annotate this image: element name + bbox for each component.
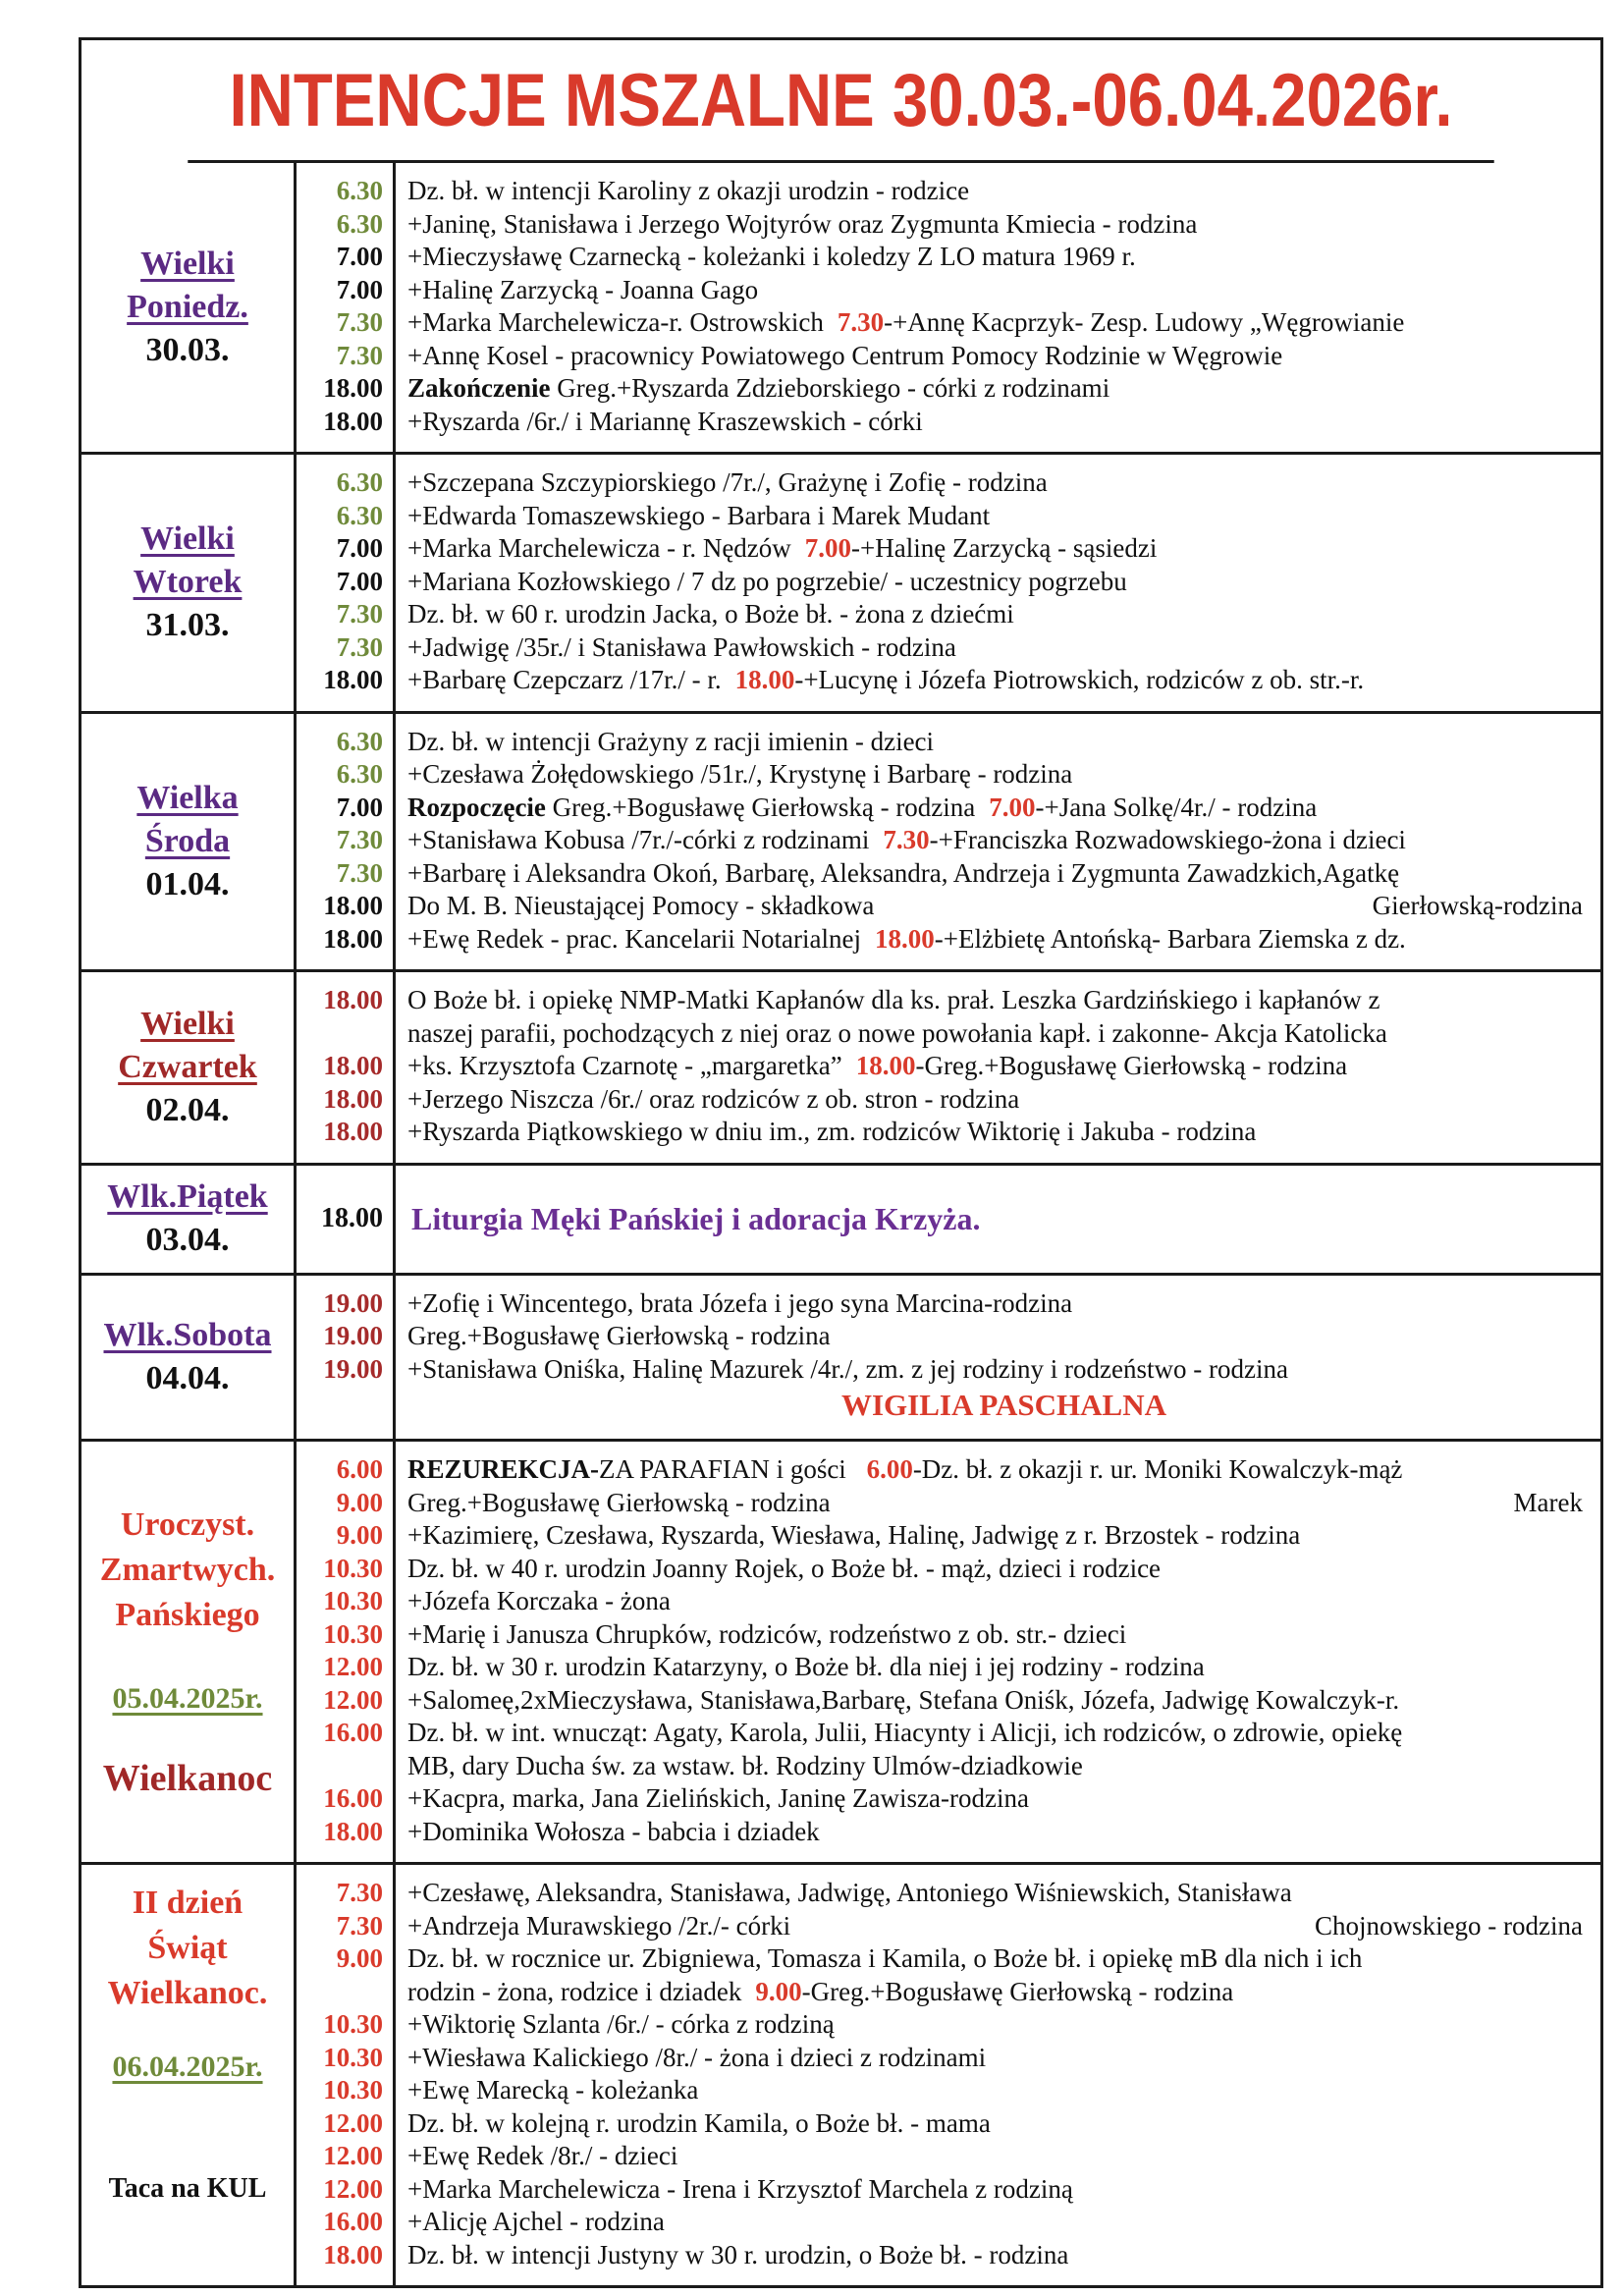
intention-text: +Edwarda Tomaszewskiego - Barbara i Marek Mudant: [407, 500, 991, 530]
time-column: [296, 1441, 395, 1864]
mass-time: 9.00: [336, 1520, 383, 1550]
intention-line: [407, 500, 1600, 533]
intention-text: +Annę Kosel - pracownicy Powiatowego Centrum Pomocy Rodzinie w Węgrowie: [407, 340, 1283, 370]
mass-time: 7.30: [336, 1878, 383, 1907]
intention-line: [407, 792, 1600, 825]
intention-line: [407, 824, 1600, 857]
mass-time: 10.30: [323, 2075, 383, 2105]
day-name: Wielka: [136, 779, 239, 816]
mass-time: 19.00: [323, 1353, 383, 1384]
intention-line: [407, 1116, 1600, 1149]
intention-text: Dz. bł. w int. wnucząt: Agaty, Karola, Julii, Hiacynty i Alicji, ich rodziców, o zdrowie, opiekę: [407, 1718, 1403, 1747]
intention-text: Greg.+Bogusławę Gierłowską - rodzina: [407, 1487, 831, 1517]
mass-time: 7.00: [336, 533, 383, 563]
intention-line: [407, 1353, 1600, 1387]
intention-line: [407, 1816, 1600, 1849]
intention-line: [407, 1519, 1600, 1553]
day-date: 04.04.: [145, 1359, 230, 1396]
mass-time: 16.00: [323, 1718, 383, 1747]
intention-continuation: Chojnowskiego - rodzina: [1315, 1910, 1583, 1941]
intention-line: [407, 340, 1600, 373]
collection-note: Taca na KUL: [108, 2173, 267, 2204]
time-column: [296, 971, 395, 1165]
time-column: [296, 1864, 395, 2286]
intention-text: Dz. bł. w 60 r. urodzin Jacka, o Boże bł. - żona z dziećmi: [407, 599, 1014, 629]
intention-line: [407, 372, 1600, 406]
day-name: Środa: [144, 822, 231, 859]
intention-line: [407, 598, 1600, 631]
day-row: [81, 1864, 1600, 2286]
day-name: Świąt: [147, 1930, 228, 1966]
intention-line: [407, 1585, 1600, 1618]
intention-line: [407, 566, 1600, 599]
intention-column: [395, 454, 1601, 713]
intention-text: +Mariana Kozłowskiego / 7 dz po pogrzebie/ - uczestnicy pogrzebu: [407, 566, 1127, 596]
day-date: 31.03.: [145, 607, 230, 644]
mass-time: 16.00: [323, 1783, 383, 1813]
intention-column: [395, 712, 1601, 971]
intention-line: [407, 1877, 1600, 1910]
intention-text: +Wiesława Kalickiego /8r./ - żona i dzieci z rodzinami: [407, 2042, 987, 2072]
intention-text: +Barbarę Czepczarz /17r./ - r.: [407, 665, 722, 694]
mass-time: 7.30: [336, 1910, 383, 1941]
liturgy-title: Liturgia Męki Pańskiej i adoracja Krzyża.: [411, 1200, 981, 1236]
intention-text: +Marka Marchelewicza - r. Nędzów: [407, 533, 791, 563]
intention-text: +Jerzego Niszcza /6r./ oraz rodziców z ob. stron - rodzina: [407, 1083, 1020, 1114]
intention-line: [407, 306, 1600, 340]
intention-line: [407, 726, 1600, 759]
intention-text: +Wiktorię Szlanta /6r./ - córka z rodziną: [407, 2009, 835, 2039]
mass-time: [297, 1017, 393, 1051]
intention-bold-prefix: REZUREKCJA-: [407, 1454, 600, 1484]
mass-time: 18.00: [323, 1816, 383, 1846]
inline-mass-time: 9.00: [755, 1976, 802, 2006]
intention-line: [407, 2239, 1600, 2272]
intention-text: MB, dary Ducha św. za wstaw. bł. Rodziny Ulmów-dziadkowie: [407, 1750, 1083, 1780]
intention-text: -Greg.+Bogusławę Gierłowską - rodzina: [801, 1976, 1234, 2006]
intention-text: -Greg.+Bogusławę Gierłowską - rodzina: [915, 1051, 1348, 1080]
day-label-cell: [81, 1864, 296, 2286]
time-column: [296, 1274, 395, 1441]
mass-time: 16.00: [323, 2207, 383, 2236]
mass-time: 12.00: [323, 1652, 383, 1681]
day-name: Wlk.Sobota: [103, 1316, 272, 1353]
intention-column: [395, 1274, 1601, 1441]
intention-column: [395, 1864, 1601, 2286]
intention-text: +Marka Marchelewicza - Irena i Krzysztof Marchela z rodziną: [407, 2173, 1073, 2204]
intention-line: [407, 984, 1600, 1017]
time-column: [296, 712, 395, 971]
day-date: 02.04.: [145, 1091, 230, 1128]
intention-line: [407, 406, 1600, 439]
intention-text: +Ewę Redek /8r./ - dzieci: [407, 2141, 678, 2170]
intention-text: ZA PARAFIAN i gości: [599, 1454, 853, 1484]
intention-line: [407, 1618, 1600, 1652]
mass-time: 19.00: [323, 1287, 383, 1318]
mass-time: 19.00: [323, 1321, 383, 1350]
day-name: Wtorek: [133, 564, 243, 601]
day-name: Wielki: [140, 520, 235, 558]
mass-time: 6.30: [336, 467, 383, 497]
inline-mass-time: 7.00: [804, 533, 852, 563]
mass-time: 7.30: [336, 857, 383, 888]
day-label-cell: [81, 971, 296, 1165]
intention-line: [407, 1287, 1600, 1321]
intention-continuation: Marek: [1513, 1487, 1583, 1517]
mass-time: 7.30: [336, 825, 383, 854]
time-column: [296, 163, 395, 454]
intention-text: O Boże bł. i opiekę NMP-Matki Kapłanów dla ks. prał. Leszka Gardzińskiego i kapłanów z: [407, 985, 1380, 1014]
intention-line: [407, 1453, 1600, 1487]
mass-time: 18.00: [323, 1117, 383, 1146]
day-date: 05.04.2025r.: [112, 1682, 263, 1715]
intention-line: [407, 1487, 1600, 1520]
mass-time: 6.30: [336, 176, 383, 205]
intention-text: naszej parafii, pochodzących z niej oraz o nowe powołania kapł. i zakonne- Akcja Katolicka: [407, 1017, 1387, 1048]
intention-text: +Czesława Żołędowskiego /51r./, Krystynę i Barbarę - rodzina: [407, 759, 1073, 789]
intention-line: [407, 758, 1600, 792]
intention-line: [407, 2008, 1600, 2042]
day-date: 03.04.: [145, 1222, 230, 1258]
time-column: [296, 1164, 395, 1274]
intention-line: [407, 1684, 1600, 1718]
intention-text: rodzin - żona, rodzice i dziadek: [407, 1976, 742, 2006]
vigil-heading: WIGILIA PASCHALNA: [840, 1388, 1166, 1422]
intention-column: [395, 163, 1601, 454]
intention-line: [407, 208, 1600, 242]
day-name: Wielki: [140, 1005, 235, 1042]
intention-line: [407, 1910, 1600, 1943]
inline-mass-time: 18.00: [855, 1051, 916, 1080]
intention-text: +Ewę Marecką - koleżanka: [407, 2075, 699, 2105]
day-name: Wlk.Piątek: [107, 1178, 268, 1215]
intention-text: Dz. bł. w 40 r. urodzin Joanny Rojek, o Boże bł. - mąż, dzieci i rodzice: [407, 1553, 1162, 1583]
intention-text: Greg.+Bogusławę Gierłowską - rodzina: [407, 1321, 831, 1350]
intention-text: +Mieczysławę Czarnecką - koleżanki i koledzy Z LO matura 1969 r.: [407, 242, 1136, 271]
intention-line: [407, 857, 1600, 891]
intention-line: [407, 923, 1600, 957]
inline-mass-time: 6.00: [866, 1454, 913, 1484]
intention-text: -Dz. bł. z okazji r. ur. Moniki Kowalczyk-mąż: [912, 1454, 1403, 1484]
day-row: [81, 1274, 1600, 1441]
intention-bold-prefix: Zakończenie: [407, 373, 551, 403]
day-name: Wielki: [140, 246, 235, 282]
mass-time: 7.30: [336, 631, 383, 662]
intention-line: [407, 2140, 1600, 2173]
day-date: 06.04.2025r.: [112, 2050, 263, 2083]
day-label-cell: [81, 163, 296, 454]
mass-time: 7.00: [336, 792, 383, 822]
day-name: Poniedz.: [127, 289, 248, 325]
mass-time: 6.30: [336, 208, 383, 239]
intention-text: +Zofię i Wincentego, brata Józefa i jego syna Marcina-rodzina: [407, 1287, 1073, 1318]
mass-time: 6.00: [336, 1454, 383, 1484]
intention-text: +Ryszarda Piątkowskiego w dniu im., zm. rodziców Wiktorię i Jakuba - rodzina: [407, 1117, 1257, 1146]
intention-text: +Stanisława Oniśka, Halinę Mazurek /4r./, zm. z jej rodziny i rodzeństwo - rodzina: [407, 1353, 1288, 1384]
intention-text: +Jadwigę /35r./ i Stanisława Pawłowskich - rodzina: [407, 631, 956, 662]
intention-text: +Marię i Janusza Chrupków, rodziców, rodzeństwo z ob. str.- dzieci: [407, 1618, 1127, 1649]
intention-text: Greg.+Bogusławę Gierłowską - rodzina: [545, 792, 976, 822]
mass-time: 10.30: [323, 2042, 383, 2072]
intention-text: +Dominika Wołosza - babcia i dziadek: [407, 1816, 820, 1846]
intention-text: Dz. bł. w intencji Justyny w 30 r. urodzin, o Boże bł. - rodzina: [407, 2239, 1069, 2269]
intention-text: -+Halinę Zarzycką - sąsiedzi: [851, 533, 1158, 563]
mass-time: 12.00: [323, 2173, 383, 2204]
intentions-sheet: [79, 37, 1603, 2288]
mass-time: 7.00: [336, 566, 383, 596]
intention-line: [407, 890, 1600, 923]
intention-text: +Barbarę i Aleksandra Okoń, Barbarę, Aleksandra, Andrzeja i Zygmunta Zawadzkich,Agatkę: [407, 857, 1400, 888]
mass-time: 18.00: [323, 891, 383, 920]
mass-time: 12.00: [323, 2107, 383, 2138]
day-row: [81, 971, 1600, 1165]
inline-mass-time: 7.00: [989, 792, 1036, 822]
inline-mass-time: 18.00: [875, 923, 935, 954]
intention-text: +Czesławę, Aleksandra, Stanisława, Jadwigę, Antoniego Wiśniewskich, Stanisława: [407, 1878, 1292, 1907]
intention-text: +Alicję Ajchel - rodzina: [407, 2207, 665, 2236]
intention-text: +Ryszarda /6r./ i Mariannę Kraszewskich - córki: [407, 406, 923, 436]
mass-time: 18.00: [321, 1203, 383, 1234]
mass-time: 9.00: [336, 1943, 383, 1973]
mass-time: 10.30: [323, 1618, 383, 1649]
intention-line: [407, 664, 1600, 697]
mass-time: 10.30: [323, 2009, 383, 2039]
mass-time: 12.00: [323, 1684, 383, 1715]
mass-time: 18.00: [323, 406, 383, 436]
intention-line: [407, 2107, 1600, 2141]
mass-time: [297, 1750, 393, 1783]
mass-time: 18.00: [323, 1051, 383, 1080]
day-label-cell: [81, 712, 296, 971]
mass-time: 18.00: [323, 923, 383, 954]
day-row: [81, 1164, 1600, 1274]
day-name: II dzień: [132, 1885, 243, 1921]
mass-time: 18.00: [323, 985, 383, 1014]
mass-time: 18.00: [323, 2239, 383, 2269]
intention-line: [407, 241, 1600, 274]
inline-mass-time: 18.00: [734, 665, 795, 694]
intention-bold-prefix: Rozpoczęcie: [407, 792, 546, 822]
intention-text: Dz. bł. w 30 r. urodzin Katarzyny, o Boże bł. dla niej i jej rodziny - rodzina: [407, 1652, 1205, 1681]
inline-mass-time: 7.30: [883, 825, 930, 854]
intention-line: [407, 1976, 1600, 2009]
holiday-name: Wielkanoc: [102, 1758, 273, 1799]
mass-time: 7.00: [336, 274, 383, 304]
intention-text: +Józefa Korczaka - żona: [407, 1586, 671, 1615]
intentions-table: [81, 163, 1600, 2285]
day-name: Pańskiego: [115, 1597, 260, 1633]
intention-text: -+Franciszka Rozwadowskiego-żona i dzieci: [929, 825, 1406, 854]
intention-line: [407, 1050, 1600, 1083]
intention-line: [407, 1651, 1600, 1684]
intention-text: -+Annę Kacprzyk- Zesp. Ludowy „Węgrowianie: [884, 307, 1405, 337]
day-label-cell: [81, 1164, 296, 1274]
inline-mass-time: 7.30: [837, 307, 885, 337]
mass-time: 6.30: [336, 759, 383, 789]
intention-text: Dz. bł. w rocznice ur. Zbigniewa, Tomasza i Kamila, o Boże bł. i opiekę mB dla nich i ich: [407, 1943, 1363, 1973]
intention-line: [407, 532, 1600, 566]
intention-text: +Marka Marchelewicza-r. Ostrowskich: [407, 307, 824, 337]
mass-time: 7.30: [336, 599, 383, 629]
intention-text: +ks. Krzysztofa Czarnotę - „margaretka”: [407, 1051, 842, 1080]
intention-line: [407, 1717, 1600, 1750]
intention-text: Dz. bł. w intencji Karoliny z okazji urodzin - rodzice: [407, 176, 970, 205]
day-label-cell: [81, 454, 296, 713]
day-label-cell: [81, 1441, 296, 1864]
mass-time: 10.30: [323, 1553, 383, 1583]
intention-text: -+Lucynę i Józefa Piotrowskich, rodziców z ob. str.-r.: [794, 665, 1365, 694]
day-row: [81, 163, 1600, 454]
intention-text: -+Elżbietę Antońską- Barbara Ziemska z dz.: [934, 923, 1406, 954]
intention-line: [407, 274, 1600, 307]
intention-text: -+Jana Solkę/4r./ - rodzina: [1035, 792, 1318, 822]
intention-column: [395, 1164, 1601, 1274]
page-title: INTENCJE MSZALNE 30.03.-06.04.2026r.: [188, 40, 1493, 163]
mass-time: 12.00: [323, 2141, 383, 2170]
intention-text: +Kacpra, marka, Jana Zielińskich, Janinę Zawisza-rodzina: [407, 1783, 1029, 1813]
intention-text: +Janinę, Stanisława i Jerzego Wojtyrów oraz Zygmunta Kmiecia - rodzina: [407, 208, 1198, 239]
intention-text: +Andrzeja Murawskiego /2r./- córki: [407, 1910, 791, 1941]
intention-column: [395, 1441, 1601, 1864]
mass-time: 18.00: [323, 1083, 383, 1114]
intention-line: [407, 2074, 1600, 2107]
mass-time: 18.00: [323, 665, 383, 694]
intention-line: [407, 466, 1600, 500]
mass-time: 10.30: [323, 1586, 383, 1615]
day-name: Uroczyst.: [120, 1506, 255, 1543]
intention-text: Greg.+Ryszarda Zdzieborskiego - córki z rodzinami: [550, 373, 1110, 403]
intention-column: [395, 971, 1601, 1165]
mass-time: 7.30: [336, 307, 383, 337]
mass-time: 18.00: [323, 373, 383, 403]
day-name: Czwartek: [118, 1048, 257, 1085]
mass-time: 6.30: [336, 726, 383, 756]
intention-line: [407, 1782, 1600, 1816]
day-name: Wielkanoc.: [107, 1975, 268, 2011]
intention-text: Dz. bł. w intencji Grażyny z racji imienin - dzieci: [407, 726, 935, 756]
day-date: 30.03.: [145, 332, 230, 368]
mass-time: 6.30: [336, 500, 383, 530]
intention-text: Do M. B. Nieustającej Pomocy - składkowa: [407, 891, 875, 920]
intention-line: [407, 2042, 1600, 2075]
time-column: [296, 454, 395, 713]
day-label-cell: [81, 1274, 296, 1441]
intention-line: [407, 175, 1600, 208]
intention-line: [407, 1017, 1600, 1051]
intention-text: +Stanisława Kobusa /7r./-córki z rodzinami: [407, 825, 870, 854]
day-row: [81, 1441, 1600, 1864]
intention-text: +Szczepana Szczypiorskiego /7r./, Grażynę i Zofię - rodzina: [407, 467, 1048, 497]
intention-line: [407, 1320, 1600, 1353]
intention-continuation: Gierłowską-rodzina: [1372, 891, 1583, 920]
intention-line: [407, 2173, 1600, 2207]
day-date: 01.04.: [145, 865, 230, 902]
day-row: [81, 712, 1600, 971]
intention-line: [407, 1083, 1600, 1117]
intention-line: [407, 631, 1600, 665]
intention-line: [407, 1750, 1600, 1783]
intention-line: [407, 1553, 1600, 1586]
intention-text: +Kazimierę, Czesława, Ryszarda, Wiesława, Halinę, Jadwigę z r. Brzostek - rodzina: [407, 1520, 1301, 1550]
intention-line: [407, 2206, 1600, 2239]
mass-time: 7.00: [336, 242, 383, 271]
intention-text: +Salomeę,2xMieczysława, Stanisława,Barbarę, Stefana Oniśk, Józefa, Jadwigę Kowalczyk-r.: [407, 1684, 1400, 1715]
day-name: Zmartwych.: [99, 1552, 276, 1588]
mass-time: [297, 1976, 393, 2009]
day-row: [81, 454, 1600, 713]
intention-text: +Halinę Zarzycką - Joanna Gago: [407, 274, 759, 304]
mass-time: 9.00: [336, 1487, 383, 1517]
intention-line: [407, 1942, 1600, 1976]
intention-text: +Ewę Redek - prac. Kancelarii Notarialnej: [407, 923, 862, 954]
mass-time: 7.30: [336, 340, 383, 370]
intention-text: Dz. bł. w kolejną r. urodzin Kamila, o Boże bł. - mama: [407, 2107, 991, 2138]
